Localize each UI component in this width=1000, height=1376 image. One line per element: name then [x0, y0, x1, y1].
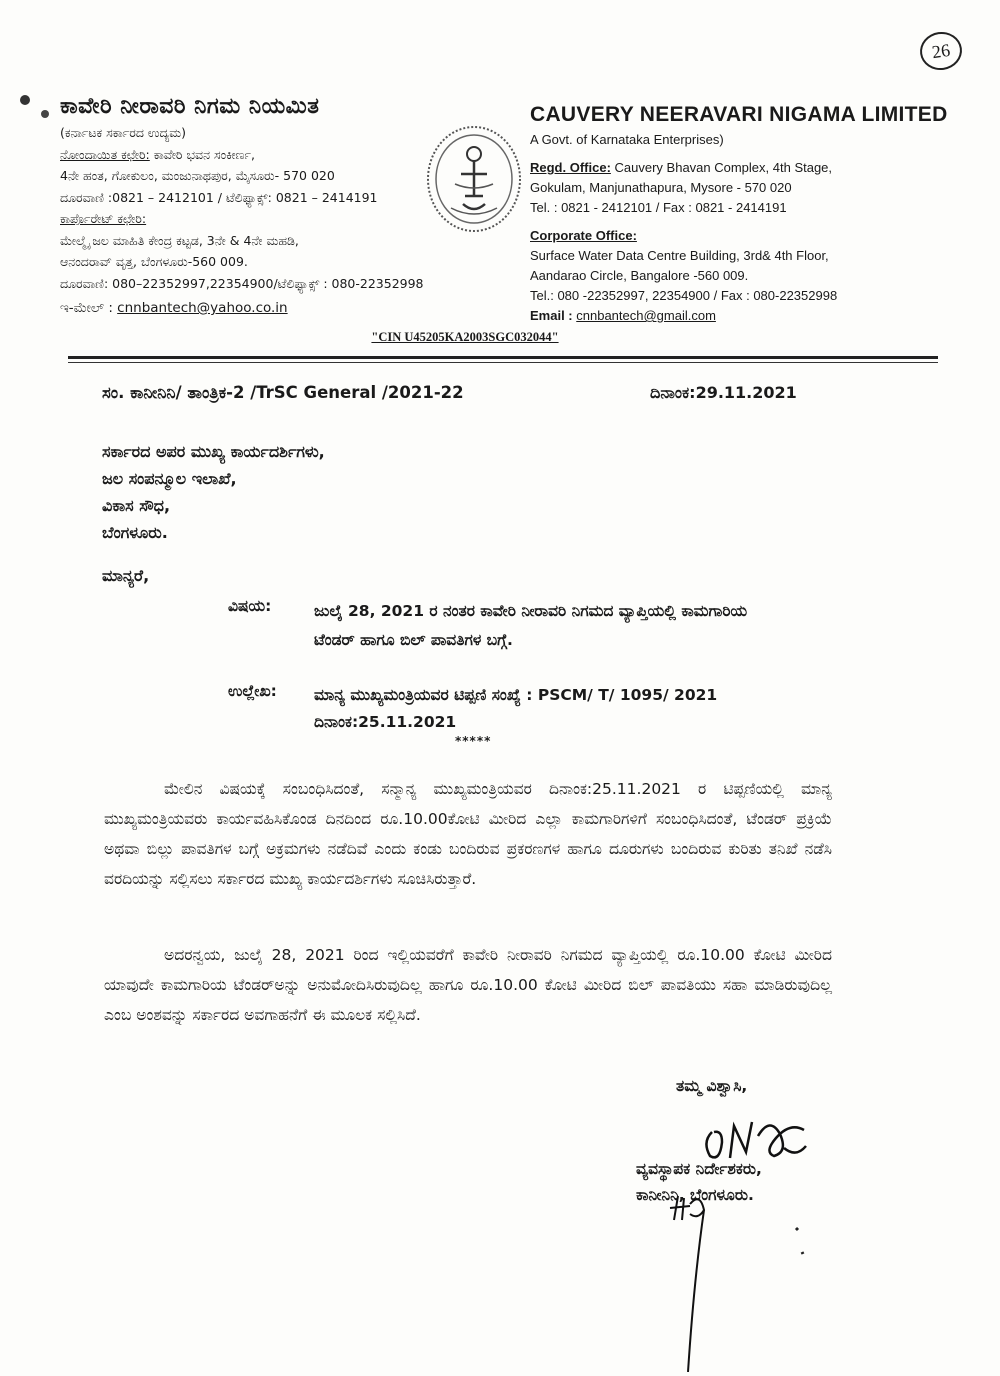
reference-text: ಮಾನ್ಯ ಮುಖ್ಯಮಂತ್ರಿಯವರ ಟಿಪ್ಪಣಿ ಸಂಖ್ಯೆ : PSCM/ T/ 1095/ 2021 ದಿನಾಂಕ:25.11.2021 [314, 686, 718, 731]
english-gov-line: A Govt. of Karnataka Enterprises) [530, 132, 724, 147]
kannada-corp-address-2: ಆನಂದರಾವ್ ವೃತ್ತ, ಬೆಂಗಳೂರು-560 009. [60, 254, 248, 269]
english-regd-office [530, 158, 950, 178]
reference-label: ಉಲ್ಲೇಖ: [228, 682, 277, 700]
recipient-line: ಜಲ ಸಂಪನ್ಮೂಲ ಇಲಾಖೆ, [102, 469, 237, 488]
kannada-email: cnnbantech@yahoo.co.in [117, 300, 288, 316]
kannada-regd-office [60, 144, 450, 166]
kannada-regd-label: ನೋಂದಾಯಿತ ಕಛೇರಿ: [60, 146, 150, 162]
cin-number: "CIN U45205KA2003SGC032044" [371, 330, 559, 344]
english-regd-text: Cauvery Bhavan Complex, 4th Stage, [610, 160, 833, 175]
english-email-line [530, 306, 950, 326]
header-divider-thick [68, 356, 938, 359]
recipient-line: ಬೆಂಗಳೂರು. [102, 523, 168, 542]
english-letterhead [530, 100, 950, 326]
header-divider-thin [68, 362, 938, 363]
closing: ತಮ್ಮ ವಿಶ್ವಾಸಿ, [676, 1077, 748, 1095]
kannada-corp-address-1: ಮೇಲ್ಮೈ ಜಲ ಮಾಹಿತಿ ಕೇಂದ್ರ ಕಟ್ಟಡ, 3ನೇ & 4ನೇ ಮಹಡಿ, [60, 232, 299, 248]
kannada-email-line [60, 298, 450, 320]
kannada-corp-label: ಕಾರ್ಪೊರೇಟ್ ಕಛೇರಿ: [60, 211, 147, 226]
kannada-corp-phone: ದೂರವಾಣಿ: 080–22352997,22354900/ಟೆಲಿಫ್ಯಾಕ್ಸ್ : 080-22352998 [60, 275, 424, 291]
english-regd-phone: Tel. : 0821 - 2412101 / Fax : 0821 - 2414191 [530, 200, 787, 215]
body-paragraph-1: ಮೇಲಿನ ವಿಷಯಕ್ಕೆ ಸಂಬಂಧಿಸಿದಂತೆ, ಸನ್ಮಾನ್ಯ ಮುಖ್ಯಮಂತ್ರಿಯವರ ದಿನಾಂಕ:25.11.2021 ರ ಟಿಪ್ಪಣಿಯಲ್ಲಿ ಮಾನ್ಯ ಮುಖ್ಯಮಂತ್ರಿಯವರು ಕಾರ್ಯವಹಿಸಿಕೊಂಡ ದಿನದಿಂದ ರೂ.10.00ಕೋಟಿ ಮೀರಿದ ಎಲ್ಲಾ ಕಾಮಗಾರಿಗಳಿಗೆ ಸಂಬಂಧಿಸಿದಂತೆ, ಟೆಂಡರ್ ಪ್ರಕ್ರಿಯೆ ಅಥವಾ ಬಿಲ್ಲು ಪಾವತಿಗಳ ಬಗ್ಗೆ ಅಕ್ರಮಗಳು ನಡೆದಿವೆ ಎಂದು ಕಂಡು ಬಂದಿರುವ ಪ್ರಕರಣಗಳ ಹಾಗೂ ದೂರುಗಳು ಬಂದಿರುವ ಕುರಿತು ತನಿಖೆ ನಡೆಸಿ ವರದಿಯನ್ನು ಸಲ್ಲಿಸಲು ಸರ್ಕಾರದ ಮುಖ್ಯ ಕಾರ್ಯದರ್ಶಿಗಳು ಸೂಚಿಸಿರುತ್ತಾರೆ. [104, 780, 832, 888]
kannada-regd-phone: ದೂರವಾಣಿ :0821 – 2412101 / ಟೆಲಿಫ್ಯಾಕ್ಸ್: 0821 – 2414191 [60, 189, 378, 205]
spacer [530, 218, 950, 226]
letter-date: ದಿನಾಂಕ:29.11.2021 [650, 383, 797, 402]
english-email: cnnbantech@gmail.com [576, 308, 716, 323]
designation-line: ವ್ಯವಸ್ಥಾಪಕ ನಿರ್ದೇಶಕರು, [636, 1160, 762, 1178]
body-paragraph-2: ಅದರನ್ವಯ, ಜುಲೈ 28, 2021 ರಿಂದ ಇಲ್ಲಿಯವರೆಗೆ ಕಾವೇರಿ ನೀರಾವರಿ ನಿಗಮದ ವ್ಯಾಪ್ತಿಯಲ್ಲಿ ರೂ.10.00 ಕೋಟಿ ಮೀರಿದ ಯಾವುದೇ ಕಾಮಗಾರಿಯ ಟೆಂಡರ್‌ಅನ್ನು ಅನುಮೋದಿಸಿರುವುದಿಲ್ಲ ಹಾಗೂ ರೂ.10.00 ಕೋಟಿ ಮೀರಿದ ಬಿಲ್ ಪಾವತಿಯು ಸಹಾ ಮಾಡಿರುವುದಿಲ್ಲ ಎಂಬ ಅಂಶವನ್ನು ಸರ್ಕಾರದ ಅವಗಾಹನೆಗೆ ಈ ಮೂಲಕ ಸಲ್ಲಿಸಿದೆ. [104, 946, 832, 1024]
english-regd-address: Gokulam, Manjunathapura, Mysore - 570 020 [530, 180, 792, 195]
recipient-line: ಸರ್ಕಾರದ ಅಪರ ಮುಖ್ಯ ಕಾರ್ಯದರ್ಶಿಗಳು, [102, 442, 325, 461]
english-email-label: Email : [530, 308, 573, 323]
subject-text: ಜುಲೈ 28, 2021 ರ ನಂತರ ಕಾವೇರಿ ನೀರಾವರಿ ನಿಗಮದ ವ್ಯಾಪ್ತಿಯಲ್ಲಿ ಕಾಮಗಾರಿಯ ಟೆಂಡರ್ ಹಾಗೂ ಬಿಲ್ ಪಾವತಿಗಳ ಬಗ್ಗೆ. [314, 602, 748, 649]
recipient-address [102, 438, 325, 546]
kannada-org-name: ಕಾವೇರಿ ನೀರಾವರಿ ನಿಗಮ ನಿಯಮಿತ [60, 94, 320, 119]
english-corp-label: Corporate Office: [530, 228, 637, 243]
english-corp-address-1: Surface Water Data Centre Building, 3rd& 4th Floor, [530, 248, 829, 263]
spacer [530, 150, 950, 158]
recipient-line: ವಿಕಾಸ ಸೌಧ, [102, 496, 171, 515]
designation-line: ಕಾನೀನಿನಿ, ಬೆಂಗಳೂರು. [636, 1186, 754, 1204]
separator-stars: ***** [455, 734, 492, 748]
handwritten-initials [660, 1190, 820, 1372]
kannada-regd-address: 4ನೇ ಹಂತ, ಗೋಕುಲಂ, ಮಂಜುನಾಥಪುರ, ಮೈಸೂರು- 570 020 [60, 168, 335, 183]
subject-label: ವಿಷಯ: [228, 597, 272, 615]
kannada-email-label: ಇ-ಮೇಲ್ : [60, 300, 113, 316]
kannada-letterhead [60, 92, 450, 320]
kannada-regd-text: ಕಾವೇರಿ ಭವನ ಸಂಕೀರ್ಣ, [153, 146, 255, 162]
salutation: ಮಾನ್ಯರೆ, [102, 566, 150, 585]
page-number: 26 [918, 29, 965, 72]
english-corp-phone: Tel.: 080 -22352997, 22354900 / Fax : 080-22352998 [530, 288, 838, 303]
english-regd-label: Regd. Office: [530, 160, 611, 175]
kannada-gov-line: (ಕರ್ನಾಟಕ ಸರ್ಕಾರದ ಉದ್ಯಮ) [60, 125, 187, 140]
english-org-name: CAUVERY NEERAVARI NIGAMA LIMITED [530, 103, 948, 126]
karnataka-emblem-logo [425, 124, 523, 234]
reference-number: ಸಂ. ಕಾನೀನಿನಿ/ ತಾಂತ್ರಿಕ-2 /TrSC General /2021-22 [102, 383, 464, 402]
english-corp-address-2: Aandarao Circle, Bangalore -560 009. [530, 268, 749, 283]
punch-hole-marks [5, 88, 55, 128]
